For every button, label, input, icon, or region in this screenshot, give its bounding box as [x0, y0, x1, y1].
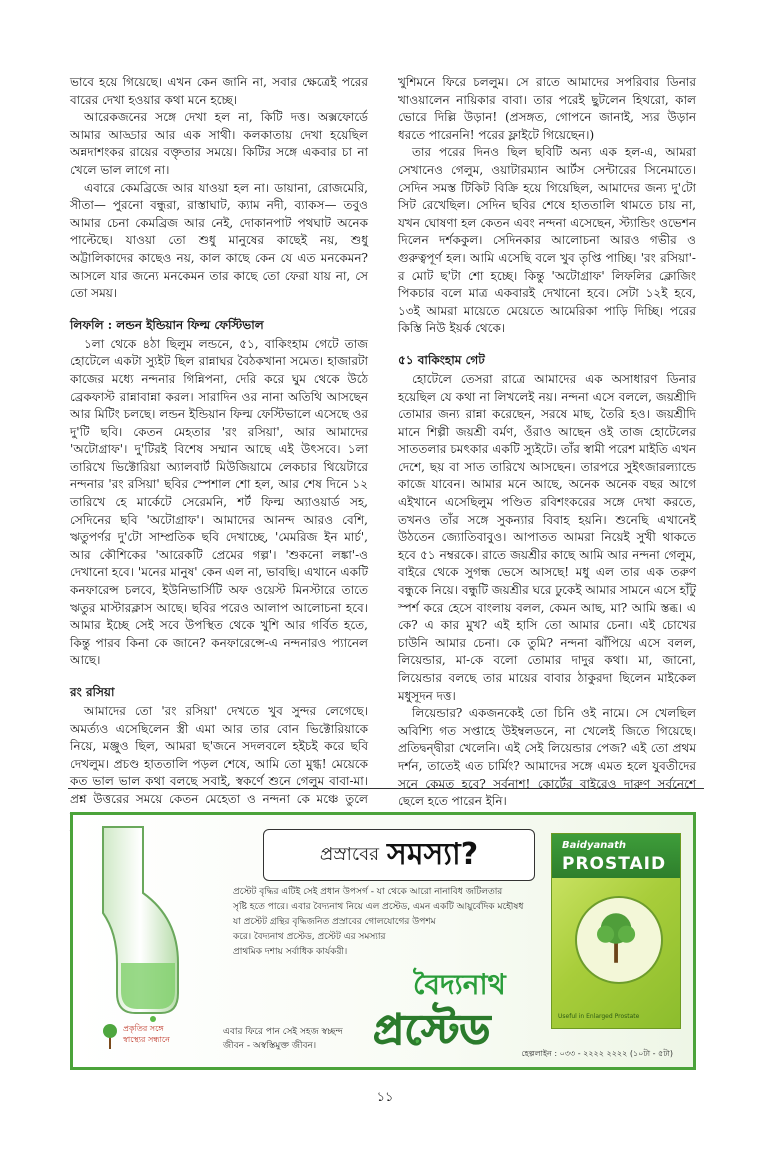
paragraph: এবারে কেমব্রিজে আর যাওয়া হল না। ডায়ানা, রোজমেরি, সীতা— পুরনো বন্ধুরা, রাস্তাঘাট, ক্যাম নদী, ব্যাকস— তবুও আমার চেনা কেমব্রিজ আর নেই, দোকানপাট পথঘাট অনেক পাল্টেছে। যাওয়া তো শুধু মানুষের কাছেই নয়, শুধু অট্টালিকাদের কাছেও নয়, কাল কাছে কেন যে এত মনকেমন? আসলে যার জন্যে মনকেমন তার কাছে তো ফেরা যায় না, সে তো সময়। [70, 180, 368, 301]
paragraph: খুশিমনে ফিরে চললুম। সে রাতে আমাদের সপরিবার ডিনার খাওয়ালেন নায়িকার বাবা। তার পরেই ছুটলেন হিথরো, কাল ভোরে দিল্লি উড়ান! (প্রসঙ্গত, গোপনে জানাই, স্যর উড়ান ধরতে পারেননি! পরের ফ্লাইটে গিয়েছেন।) [398, 75, 696, 142]
horizontal-divider [68, 788, 704, 789]
ad-headline [263, 829, 535, 881]
ad-logo-text [123, 1023, 170, 1045]
section-heading-rang-rasiya: রং রসিয়া [70, 685, 115, 699]
bottle-illustration-icon [83, 823, 203, 1023]
ad-body-line: প্রাথমিক দশায় সর্বাধিক কার্যকরী। [233, 947, 348, 957]
paragraph: আরেকজনের সঙ্গে দেখা হল না, কিটি দত্ত। অক্সফোর্ডে আমার আড্ডার আর এক সাথী। কলকাতায় দেখা হয়েছিল অন্নদাশংকর রায়ের বক্তৃতার সময়ে। কিটির সঙ্গে একবার চা না খেলে ভাল লাগে না। [70, 110, 368, 177]
ad-body-text [233, 885, 533, 960]
paragraph: লিয়েন্ডার? একজনকেই তো চিনি ওই নামে। সে খেলছিল অবিশ্যি গত সপ্তাহে উইম্বলডনে, না খেলেই জিতে গিয়েছে। প্রতিদ্বন্দ্বীরা খেলেনি। এই সেই লিয়েন্ডার পেজ? এই তো প্রথম দর্শন, তাতেই এত চার্মিং? আমাদের সঙ্গে এমত হলে যুবতীদের সনে কেমত হবে? সর্বনাশ! কোর্টের বাইরেও দারুণ সর্বনেশে ছেলে হতে পারেন ইনি। [398, 706, 696, 809]
ad-body-line: প্রস্টেট বৃদ্ধির এটিই সেই প্রধান উপসর্গ - যা থেকে আরো নানাবিধ জটিলতার [233, 887, 503, 897]
paragraph: ভাবে হয়ে গিয়েছে। এখন কেন জানি না, সবার ক্ষেত্রেই পরের বারের দেখা হওয়ার কথা মনে হচ্ছে। [70, 75, 368, 107]
product-box-header [552, 834, 680, 878]
paragraph: হোটেলে তেসরা রাত্রে আমাদের এক অসাধারণ ডিনার হয়েছিল যে কথা না লিখলেই নয়। নন্দনা এসে বললে, জয়শ্রীদি তোমার জন্য রান্না করেছেন, সরষে মাছ, তৈরি হও। জয়শ্রীদি মানে শিল্পী জয়শ্রী বর্মণ, ওঁরাও আছেন ওই তাজ হোটেলের সাততলার চমৎকার একটি স্যুইটে। তাঁর স্বামী পরেশ মাইতি এখন দেশে, ছয় বা সাত তারিখে আসছেন। তারপরে সুইৎজারল্যান্ডে কাজে যাবেন। আমার মনে আছে, অনেক অনেক বছর আগে এইখানে এসেছিলুম পণ্ডিত রবিশংকরের সঙ্গে দেখা করতে, তখনও তাঁর সঙ্গে সুকন্যার বিবাহ হয়নি। শুনেছি এখানেই উঠতেন জ্যোতিবাবুও। আপাতত আমরা নিয়েই সুখী থাকতে হবে ৫১ নম্বরকে। রাতে জয়শ্রীর কাছে আমি আর নন্দনা গেলুম, বাইরে থেকে সুগন্ধ ভেসে আসছে! মধু এল তার এক তরুণ বন্ধুকে নিয়ে। বন্ধুটি জয়শ্রীর ঘরে ঢুকেই আমার সামনে এসে হাঁটু স্পর্শ করে হেসে বাংলায় বলল, কেমন আছ, মা? আমি স্তব্ধ। এ কে? এ কার মুখ? এই হাসি তো আমার চেনা। এই চোখের চাউনি আমার চেনা। কে তুমি? নন্দনা ঝাঁপিয়ে এসে বলল, লিয়েন্ডার, মা-কে বলো তোমার দাদুর কথা। মা, জানো, লিয়েন্ডার বলছে তার মায়ের বাবার ঠাকুরদা ছিলেন মাইকেল মধুসূদন দত্ত। [398, 371, 696, 703]
ad-body-line: যা প্রস্টেট গ্রন্থির বৃদ্ধিজনিত প্রস্রাবের গোলযোগের উপশম [233, 917, 436, 927]
product-box-footer: Useful in Enlarged Prostate [558, 1013, 640, 1020]
ad-headline-big: সমস্যা? [387, 836, 479, 872]
tree-emblem-icon [575, 896, 663, 984]
product-box-maker: Baidyanath [562, 840, 626, 851]
section-heading-liff: লিফলি : লন্ডন ইন্ডিয়ান ফিল্ম ফেস্টিভাল [70, 317, 264, 332]
tree-logo-icon [101, 1021, 119, 1051]
right-text-column [398, 74, 696, 809]
ad-tagline-line: জীবন - অস্বস্তিমুক্ত জীবন। [223, 1041, 317, 1051]
ad-helpline: হেল্পলাইন : ০৩৩ - ২২২২ ২২২২ (১০টা - ৫টা) [521, 1049, 673, 1058]
ad-product-name: প্রস্টেড [373, 1005, 491, 1054]
ad-body-line: সৃষ্টি হতে পারে। এবার বৈদ্যনাথ নিয়ে এল প্রস্টেড, এমন একটি আয়ুর্বেদিক মহৌষধ [233, 902, 524, 912]
ad-brand-name: বৈদ্যনাথ [413, 968, 506, 1001]
ad-tagline-line: এবার ফিরে পান সেই সহজ স্বচ্ছন্দ [223, 1027, 343, 1037]
advertisement[interactable] [70, 812, 696, 1070]
ad-body-line: করে। বৈদ্যনাথ প্রস্টেড, প্রস্টেট এর সমস্যার [233, 932, 386, 942]
ad-logo-line: প্রকৃতির সঙ্গে [123, 1024, 164, 1033]
product-box [551, 833, 681, 1029]
ad-headline-small: প্রস্রাবের [319, 843, 380, 865]
section-heading-buckingham-gate: ৫১ বাকিংহাম গেট [398, 352, 485, 367]
product-box-name: PROSTAID [562, 854, 667, 874]
page-number: ১১ [376, 1090, 394, 1105]
paragraph: আমাদের তো 'রং রসিয়া' দেখতে খুব সুন্দর লেগেছে। অমর্ত্যও এসেছিলেন স্ত্রী এমা আর তার বোন ভিক্টোরিয়াকে নিয়ে, মঞ্জুও ছিল, আমরা ছ'জনে সদলবলে হইচই করে ছবি দেখলুম। প্রচণ্ড হাততালি পড়ল শেষে, আমি তো মুগ্ধ! মেয়েকে কত ভাল ভাল কথা বলছে সবাই, স্বকর্ণে শুনে গেলুম বাবা-মা। প্রশ্ন উত্তরের সময়ে কেতন মেহেতা ও নন্দনা কে মঞ্চে তুলে [70, 704, 368, 806]
ad-tagline [223, 1025, 343, 1053]
paragraph: তার পরের দিনও ছিল ছবিটি অন্য এক হল-এ, আমরা সেখানেও গেলুম, ওয়াটারম্যান আর্টস সেন্টারের সিনেমাতে। সেদিন সমস্ত টিকিট বিক্রি হয়ে গিয়েছিল, আমাদের জন্য দু'টো সিট রেখেছিল। সেদিন ছবির শেষে হাততালি থামতে চায় না, যখন ঘোষণা হল কেতন এবং নন্দনা এসেছেন, স্ট্যান্ডিং ওভেশন দিলেন দর্শককুল। সেদিনকার আলোচনা আরও গভীর ও গুরুত্বপূর্ণ হল। আমি এসেছি বলে খুব তৃপ্তি পাচ্ছি। 'রং রসিয়া'-র মোট ছ'টা শো হচ্ছে। কিন্তু 'অটোগ্রাফ' লিফলির ক্লোজিং পিকচার বলে মাত্র একবারই দেখানো হবে। সেটা ১২ই হবে, ১৩ই আমরা মায়েতে মেয়েতে আমেরিকা পাড়ি দিচ্ছি। পরের কিস্তি নিউ ইয়র্ক থেকে। [398, 145, 696, 336]
left-text-column [70, 74, 368, 806]
paragraph: ১লা থেকে ৪ঠা ছিলুম লন্ডনে, ৫১, বাকিংহাম গেটে তাজ হোটেলে একটা স্যুইট ছিল রান্নাঘর বৈঠকখানা সমেত। হাজারটা কাজের মধ্যে নন্দনার গিন্নিপনা, দেরি করে ঘুম থেকে উঠে ব্রেকফাস্ট রান্নাবান্না করল। সারাদিন ওর নানা অতিথি আসছেন আর মিটিং চলছে। লন্ডন ইন্ডিয়ান ফিল্ম ফেস্টিভালে এসেছে ওর দু'টি ছবি। কেতন মেহতার 'রং রসিয়া', আর আমাদের 'অটোগ্রাফ'। দু'টিরই বিশেষ সম্মান আছে এই উৎসবে। ১লা তারিখে ভিক্টোরিয়া অ্যালবার্ট মিউজিয়ামে লেকচার থিয়েটারে নন্দনার 'রং রসিয়া' ছবির স্পেশাল শো হল, আর শেষ দিনে ১২ তারিখে হে মার্কেটে সেরেমনি, শর্ট ফিল্ম অ্যাওয়ার্ড সহ, সেদিনের ছবি 'অটোগ্রাফ'। আমাদের আনন্দ আরও বেশি, ঋতুপর্ণর দু'টো সাম্প্রতিক ছবি দেখাচ্ছে, 'মেমরিজ ইন মার্চ', আর কৌশিকের 'আরেকটি প্রেমের গল্প'। 'শুকনো লঙ্কা'-ও দেখানো হবে। 'মনের মানুষ' কেন এল না, ভাবছি। এখানে একটি কনফারেন্স চলবে, ইউনিভার্সিটি অফ ওয়েস্ট মিনস্টারে তাতে ঋতুর মাস্টারক্লাস আছে। ছবির পরেও আলাপ আলোচনা হবে। আমার ইচ্ছে সেই সবে উপস্থিত থেকে খুশি আর গর্বিত হতে, কিন্তু পারব কিনা কে জানে? কনফারেন্সে-এ নন্দনারও প্যানেল আছে। [70, 336, 368, 668]
ad-logo-line: স্বাস্থ্যের সন্ধানে [123, 1035, 170, 1044]
